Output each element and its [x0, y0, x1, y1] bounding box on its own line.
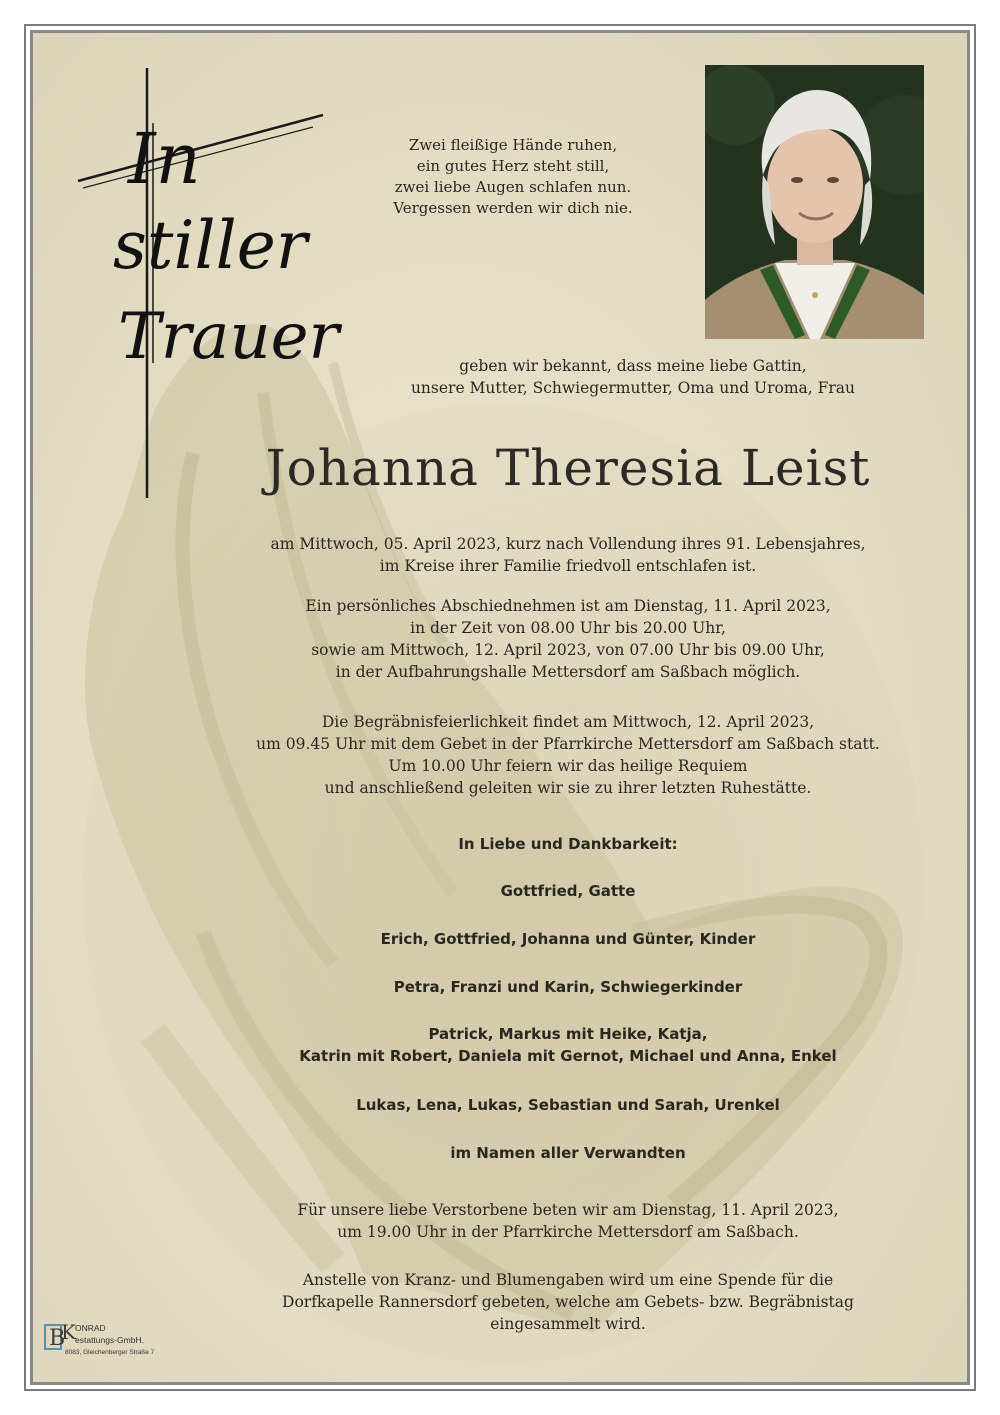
mourner-grandchildren: [183, 1023, 953, 1067]
donation-line: Anstelle von Kranz- und Blumengaben wird um eine Spende für die: [302, 1271, 834, 1289]
donation-line: eingesammelt wird.: [490, 1315, 646, 1333]
svg-text:K: K: [61, 1321, 76, 1344]
portrait-illustration: [705, 65, 924, 339]
motto-line-3: Trauer: [118, 300, 340, 374]
funeral-info: [183, 711, 953, 799]
grandchildren-line: Patrick, Markus mit Heike, Katja,: [428, 1025, 708, 1043]
announcement-intro: [333, 355, 933, 399]
viewing-info: [183, 595, 953, 683]
death-notice: [183, 533, 953, 577]
intro-line: unsere Mutter, Schwiegermutter, Oma und Uroma, Frau: [410, 379, 856, 397]
deceased-name: Johanna Theresia Leist: [265, 439, 871, 497]
logo-address: 8083, Gleichenberger Straße 7: [65, 1349, 155, 1356]
prayer-line: um 19.00 Uhr in der Pfarrkirche Mettersdorf am Saßbach.: [337, 1223, 799, 1241]
funeral-line: Die Begräbnisfeierlichkeit findet am Mittwoch, 12. April 2023,: [321, 713, 815, 731]
mourners-heading: In Liebe und Dankbarkeit:: [458, 835, 678, 853]
notice-card: [30, 30, 970, 1385]
poem-line: Zwei fleißige Hände ruhen,: [408, 136, 618, 154]
prayer-line: Für unsere liebe Verstorbene beten wir am Dienstag, 11. April 2023,: [297, 1201, 839, 1219]
motto-line-1: In: [128, 118, 201, 200]
donation-line: Dorfkapelle Rannersdorf gebeten, welche am Gebets- bzw. Begräbnistag: [282, 1293, 854, 1311]
viewing-line: in der Aufbahrungshalle Mettersdorf am Saßbach möglich.: [335, 663, 801, 681]
death-notice-line: im Kreise ihrer Familie friedvoll entschlafen ist.: [379, 557, 757, 575]
death-notice-line: am Mittwoch, 05. April 2023, kurz nach Vollendung ihres 91. Lebensjahres,: [270, 535, 866, 553]
svg-text:B: B: [49, 1326, 66, 1351]
mourner-spouse: Gottfried, Gatte: [500, 882, 636, 900]
poem: [363, 135, 663, 219]
viewing-line: in der Zeit von 08.00 Uhr bis 20.00 Uhr,: [410, 619, 726, 637]
viewing-line: sowie am Mittwoch, 12. April 2023, von 07.00 Uhr bis 09.00 Uhr,: [311, 641, 825, 659]
poem-line: ein gutes Herz steht still,: [416, 157, 610, 175]
grandchildren-line: Katrin mit Robert, Daniela mit Gernot, Michael und Anna, Enkel: [299, 1047, 837, 1065]
viewing-line: Ein persönliches Abschiednehmen ist am Dienstag, 11. April 2023,: [305, 597, 831, 615]
prayer-info: [183, 1199, 953, 1243]
undertaker-logo: [43, 1321, 193, 1371]
donation-info: [183, 1269, 953, 1335]
mourner-in-laws: Petra, Franzi und Karin, Schwiegerkinder: [393, 978, 743, 996]
logo-company-type: estattungs-GmbH.: [75, 1335, 144, 1345]
portrait-photo: [705, 65, 924, 339]
poem-line: Vergessen werden wir dich nie.: [393, 199, 633, 217]
poem-line: zwei liebe Augen schlafen nun.: [394, 178, 632, 196]
mourner-relatives: im Namen aller Verwandten: [450, 1144, 686, 1162]
logo-company-name: ONRAD: [75, 1323, 106, 1333]
funeral-line: Um 10.00 Uhr feiern wir das heilige Requiem: [388, 757, 748, 775]
funeral-line: und anschließend geleiten wir sie zu ihrer letzten Ruhestätte.: [324, 779, 812, 797]
in-stiller-trauer-calligraphy: [73, 63, 373, 503]
funeral-line: um 09.45 Uhr mit dem Gebet in der Pfarrkirche Mettersdorf am Saßbach statt.: [256, 735, 880, 753]
mourner-children: Erich, Gottfried, Johanna und Günter, Kinder: [380, 930, 756, 948]
motto-line-2: stiller: [113, 207, 308, 284]
intro-line: geben wir bekannt, dass meine liebe Gattin,: [459, 357, 807, 375]
mourner-great-grandchildren: Lukas, Lena, Lukas, Sebastian und Sarah, Urenkel: [356, 1096, 780, 1114]
